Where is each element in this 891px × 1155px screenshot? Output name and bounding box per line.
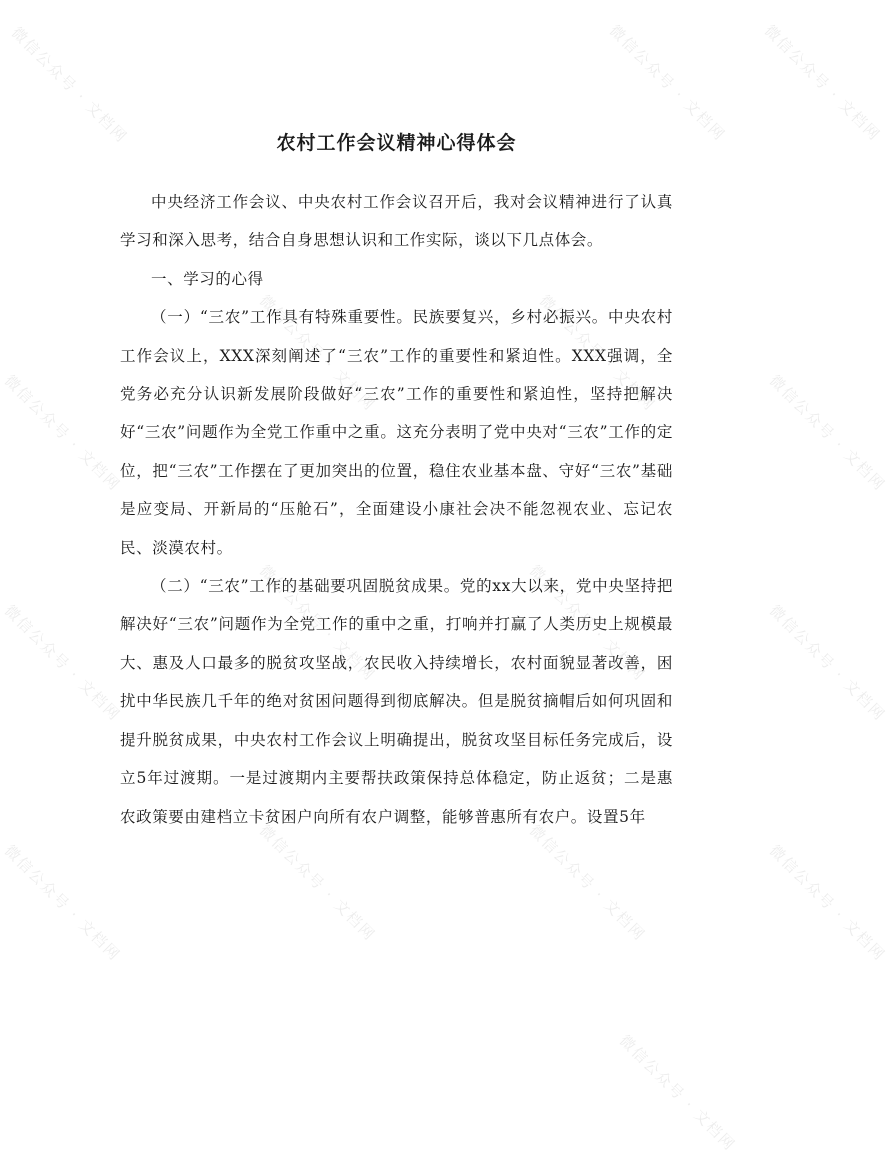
watermark: 微信公众号 · 文档网 bbox=[765, 371, 890, 495]
watermark: 微信公众号 · 文档网 bbox=[0, 601, 125, 725]
watermark: 微信公众号 · 文档网 bbox=[525, 561, 650, 685]
paragraph-intro: 中央经济工作会议、中央农村工作会议召开后，我对会议精神进行了认真学习和深入思考，结合自身思想认识和工作实际，谈以下几点体会。 bbox=[120, 193, 673, 250]
watermark: 微信公众号 · 文档网 bbox=[765, 601, 890, 725]
section-heading: 一、学习的心得 bbox=[151, 269, 264, 288]
watermark: 微信公众号 · 文档网 bbox=[760, 21, 885, 145]
document-title: 农村工作会议精神心得体会 bbox=[276, 132, 517, 154]
watermark: 微信公众号 · 文档网 bbox=[0, 841, 125, 965]
watermark: 微信公众号 · 文档网 bbox=[535, 291, 660, 415]
watermark: 微信公众号 · 文档网 bbox=[0, 371, 125, 495]
watermark: 微信公众号 · 文档网 bbox=[7, 23, 132, 147]
watermark: 微信公众号 · 文档网 bbox=[255, 561, 380, 685]
watermark: 微信公众号 · 文档网 bbox=[615, 1031, 740, 1155]
watermark: 微信公众号 · 文档网 bbox=[525, 821, 650, 945]
watermark: 微信公众号 · 文档网 bbox=[255, 821, 380, 945]
watermark: 微信公众号 · 文档网 bbox=[605, 21, 730, 145]
paragraph-point-1: （一）“三农”工作具有特殊重要性。民族要复兴，乡村必振兴。中央农村工作会议上，XXX深刻阐述了“三农”工作的重要性和紧迫性。XXX强调，全党务必充分认识新发展阶段做好“三农”工作的重要性和紧迫性，坚持把解决好“三农”问题作为全党工作重中之重。这充分表明了党中央对“三农”工作的定位，把“三农”工作摆在了更加突出的位置，稳住农业基本盘、守好“三农”基础是应变局、开新局的“压舱石”，全面建设小康社会决不能忽视农业、忘记农民、淡漠农村。 bbox=[120, 308, 673, 557]
watermark: 微信公众号 · 文档网 bbox=[765, 841, 890, 965]
document-page bbox=[120, 128, 673, 836]
paragraph-point-2: （二）“三农”工作的基础要巩固脱贫成果。党的xx大以来，党中央坚持把解决好“三农”问题作为全党工作的重中之重，打响并打赢了人类历史上规模最大、惠及人口最多的脱贫攻坚战，农民收入持续增长，农村面貌显著改善，困扰中华民族几千年的绝对贫困问题得到彻底解决。但是脱贫摘帽后如何巩固和提升脱贫成果，中央农村工作会议上明确提出，脱贫攻坚目标任务完成后，设立5年过渡期。一是过渡期内主要帮扶政策保持总体稳定，防止返贫；二是惠农政策要由建档立卡贫困户向所有农户调整，能够普惠所有农户。设置5年 bbox=[120, 577, 673, 826]
watermark: 微信公众号 · 文档网 bbox=[255, 291, 380, 415]
